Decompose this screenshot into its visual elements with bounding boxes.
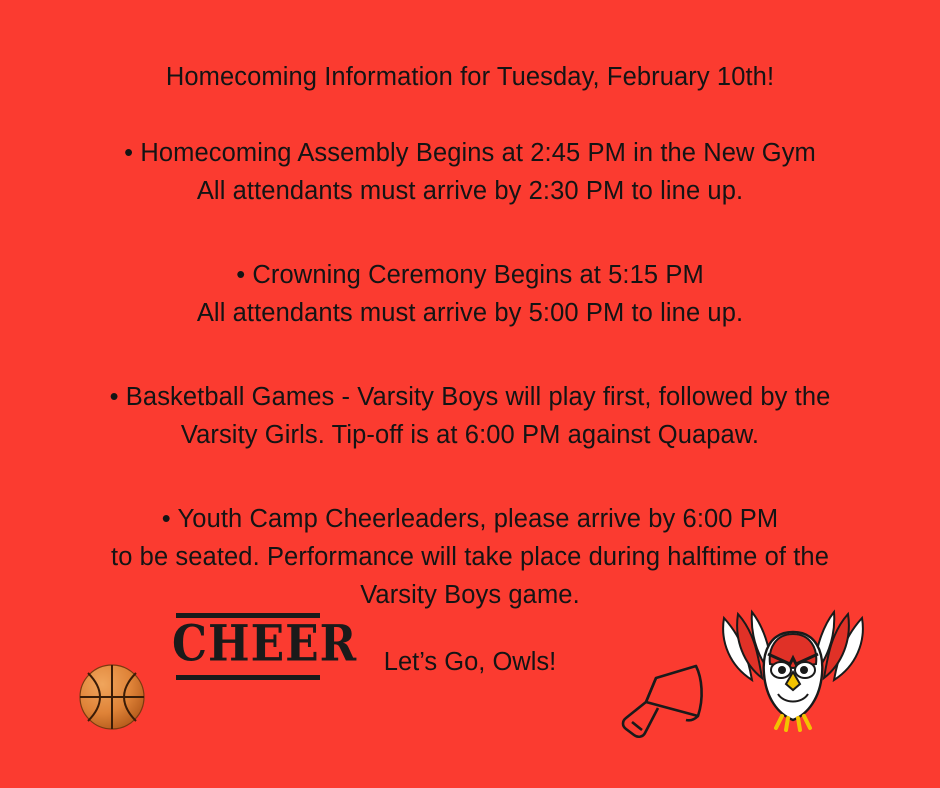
spacer xyxy=(0,332,940,378)
megaphone-icon xyxy=(612,662,712,750)
basketball-block xyxy=(0,378,940,454)
youth-camp-block xyxy=(0,500,940,614)
spacer xyxy=(0,96,940,134)
assembly-line-2: All attendants must arrive by 2:30 PM to line up. xyxy=(196,177,744,205)
spacer xyxy=(0,210,940,256)
basketball-line-1: • Basketball Games - Varsity Boys will play first, followed by the xyxy=(109,383,831,411)
assembly-line-1: • Homecoming Assembly Begins at 2:45 PM in the New Gym xyxy=(124,139,816,167)
poster-heading: Homecoming Information for Tuesday, February 10th! xyxy=(165,63,775,91)
crowning-block xyxy=(0,256,940,332)
crowning-line-1: • Crowning Ceremony Begins at 5:15 PM xyxy=(236,261,704,289)
youth-camp-line-2: to be seated. Performance will take place during halftime of the xyxy=(111,543,829,571)
cheer-wordmark xyxy=(172,611,358,683)
cheer-wordmark-label: CHEER xyxy=(172,615,358,673)
crowning-line-2: All attendants must arrive by 5:00 PM to line up. xyxy=(196,299,744,327)
assembly-block xyxy=(0,134,940,210)
cheer-bar-bottom xyxy=(176,675,320,680)
owl-mascot-icon xyxy=(718,608,868,733)
basketball-line-2: Varsity Girls. Tip-off is at 6:00 PM against Quapaw. xyxy=(180,421,760,449)
spacer xyxy=(0,454,940,500)
poster-body xyxy=(0,58,940,614)
closing-text: Let’s Go, Owls! xyxy=(383,648,557,676)
youth-camp-line-1: • Youth Camp Cheerleaders, please arrive by 6:00 PM xyxy=(161,505,779,533)
basketball-icon xyxy=(78,663,146,731)
youth-camp-line-3: Varsity Boys game. xyxy=(360,581,580,609)
